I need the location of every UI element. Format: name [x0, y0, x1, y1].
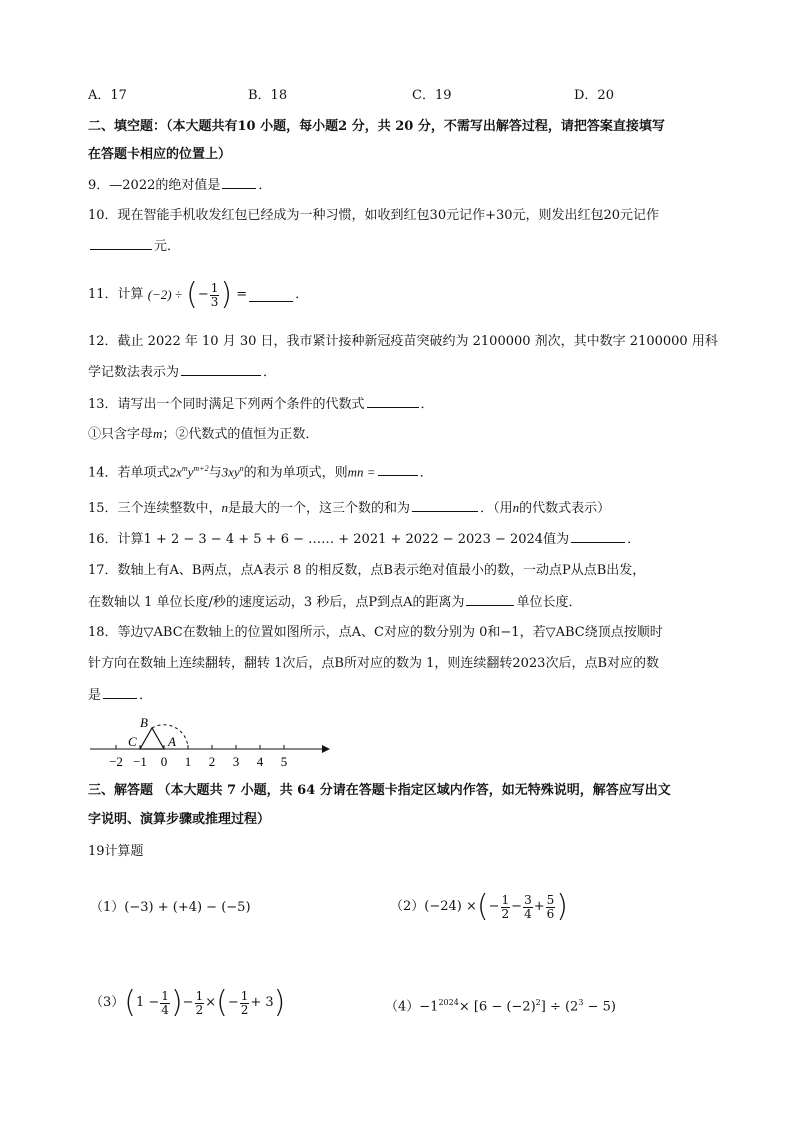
q11-num: 1: [210, 280, 219, 295]
q16-end: ．: [627, 532, 641, 547]
left-paren: (: [124, 985, 136, 1020]
frac-den: 2: [240, 1002, 249, 1017]
q18-answer-blank[interactable]: [103, 686, 137, 699]
q15-end: ．（用: [480, 501, 513, 516]
q19-p2-pre: (−24) ×: [424, 899, 477, 914]
frac-den: 2: [195, 1002, 204, 1017]
left-paren: (: [216, 985, 228, 1020]
frac-den: 4: [161, 1002, 169, 1017]
axis-tick-label: 4: [256, 754, 264, 769]
q19-part3: [90, 984, 285, 1023]
q14-exp3: n: [239, 464, 244, 473]
option-c: C．19: [412, 88, 452, 103]
minus-sign: −: [488, 899, 500, 914]
question-9: [88, 176, 271, 195]
section2-heading-line2: 在答题卡相应的位置上）: [88, 147, 232, 162]
question-13-line1: [88, 395, 434, 414]
arrow-icon: [322, 745, 330, 753]
equals-sign: =: [236, 287, 248, 302]
question-12-line2: [88, 363, 276, 382]
q19-p4-a: −1: [419, 999, 439, 1015]
q14-exp1: m: [181, 464, 188, 473]
section3-heading-line2: 字说明、演算步骤或推理过程）: [88, 812, 271, 827]
q9-end: ．: [258, 178, 272, 193]
q19-part1: [90, 899, 251, 917]
q19-p3-times: ×: [205, 995, 217, 1010]
label-c: C: [128, 734, 137, 749]
q9-text: 9．—2022的绝对值是: [88, 178, 221, 193]
right-paren: ): [220, 277, 233, 312]
question-15: [88, 499, 610, 518]
q10-answer-blank[interactable]: [90, 237, 152, 250]
q19-p1-expr: (−3) + (+4) − (−5): [124, 900, 251, 915]
q11-pre: 11．计算: [88, 287, 144, 302]
q15-n2: n: [512, 500, 520, 515]
q19-p3-plus: + 3: [250, 995, 274, 1010]
q19-p3-frac1: [160, 990, 170, 1017]
q19-p4-exp3: 3: [578, 998, 584, 1007]
left-paren: (: [186, 277, 198, 312]
triangle-abc: [140, 728, 164, 749]
q14-answer-blank[interactable]: [378, 463, 418, 476]
question-16: [88, 530, 640, 549]
axis-tick-label: 2: [208, 754, 216, 769]
q14-mid: 与: [208, 465, 222, 481]
q14-term1: 2x: [169, 464, 182, 480]
q13-cond1: ①只含字母: [88, 427, 154, 442]
frac-num: 1: [195, 988, 204, 1003]
q12-answer-blank[interactable]: [181, 363, 261, 376]
q12-end: ．: [263, 365, 277, 380]
q16-pre: 16．计算: [88, 532, 144, 547]
q19-p4-c: ] ÷ (2: [540, 999, 579, 1015]
q14-exp2: m+2: [193, 464, 209, 473]
question-17-line2: [88, 593, 581, 612]
q19-p2-frac2: [523, 894, 533, 921]
q17-line2-end: 单位长度．: [516, 595, 582, 610]
axis-tick-label: 1: [184, 754, 192, 769]
right-paren: ): [556, 889, 568, 924]
q16-post: 值为: [543, 532, 570, 547]
question-11: [88, 278, 308, 313]
question-14: [88, 460, 433, 482]
q19-p3-frac3: [240, 990, 250, 1017]
plus-sign: +: [533, 899, 545, 914]
q19-p2-frac1: [501, 894, 511, 921]
label-a: A: [168, 734, 176, 749]
option-d: D．20: [574, 88, 614, 103]
q11-den: 3: [210, 294, 219, 309]
q19-p3-label: （3）: [90, 995, 125, 1010]
q13-var: m: [153, 426, 163, 441]
axis-tick-label: −1: [133, 754, 147, 769]
question-18-line3: [88, 686, 152, 705]
axis-tick-label: 0: [160, 754, 168, 769]
q14-y: y: [187, 464, 194, 480]
q14-pre: 14．若单项式: [88, 465, 170, 481]
section2-heading-line1: 二、填空题：（本大题共有10 小题，每小题2 分，共 20 分，不需写出解答过程，请把答案直接填写: [88, 119, 665, 134]
q15-pre: 15．三个连续整数中，: [88, 501, 222, 516]
q13-answer-blank[interactable]: [367, 395, 419, 408]
section3-heading-line1: 三、解答题 （本大题共 7 小题，共 64 分请在答题卡指定区域内作答，如无特殊说明，解答应写出文: [88, 783, 671, 798]
q17-line2-text: 在数轴以 1 单位长度/秒的速度运动，3 秒后，点P到点A的距离为: [88, 595, 465, 610]
q18-end: ．: [139, 688, 153, 703]
right-paren: ): [170, 985, 183, 1020]
number-line-figure: [86, 712, 336, 772]
frac-num: 3: [524, 892, 532, 907]
axis-tick-label: −2: [109, 754, 123, 769]
q14-post: 的和为单项式，则: [243, 465, 348, 481]
minus-sign: −: [511, 899, 523, 914]
frac-num: 5: [546, 892, 555, 907]
q14-end: ．: [419, 465, 433, 481]
frac-den: 4: [524, 906, 532, 921]
frac-num: 1: [161, 988, 169, 1003]
frac-den: 2: [501, 906, 510, 921]
q11-fraction: [210, 282, 220, 309]
q13-text: 13．请写出一个同时满足下列两个条件的代数式: [88, 397, 365, 412]
question-10-line2: [88, 237, 180, 256]
question-18-line1: 18．等边▽ABC在数轴上的位置如图所示，点A、C对应的数分别为 0和−1，若▽ABC绕顶点按顺时: [88, 625, 663, 640]
q15-end2: 的代数式表示）: [519, 501, 611, 516]
left-paren: (: [476, 889, 489, 924]
q19-p4-b: × [6 − (−2): [458, 999, 536, 1015]
q11-expr: (−2) ÷: [147, 287, 183, 302]
q9-answer-blank[interactable]: [222, 176, 256, 189]
q19-part4: [385, 994, 616, 1016]
q13-end: ．: [420, 397, 434, 412]
axis-tick-label: 3: [232, 754, 240, 769]
q19-p4-exp: 2024: [438, 998, 459, 1007]
option-b: B．18: [248, 88, 288, 103]
q10-end: 元．: [154, 239, 181, 254]
q19-p1-label: （1）: [90, 900, 125, 915]
q14-term2: 3xy: [221, 464, 240, 480]
q16-answer-blank[interactable]: [571, 530, 625, 543]
question-12-line1: 12．截止 2022 年 10 月 30 日，我市紧计接种新冠疫苗突破约为 2100000 剂次，其中数字 2100000 用科: [88, 334, 718, 349]
q13-cond2: ；②代数式的值恒为正数．: [162, 427, 319, 442]
option-a: A．17: [88, 88, 127, 103]
right-paren: ): [273, 985, 286, 1020]
q19-p4-d: − 5): [583, 999, 616, 1015]
label-b: B: [140, 715, 148, 730]
minus-sign: −: [227, 995, 239, 1010]
q19-p3-a: 1 −: [136, 995, 160, 1010]
q15-n: n: [221, 500, 229, 515]
q19-p3-frac2: [195, 990, 205, 1017]
question-19-title: 19计算题: [88, 844, 144, 859]
question-10-line1: 10．现在智能手机收发红包已经成为一种习惯，如收到红包30元记作+30元，则发出红包20元记作: [88, 208, 660, 223]
q19-p4-exp2: 2: [535, 998, 541, 1007]
q11-end: ．: [295, 287, 309, 302]
q14-mn: mn =: [347, 464, 376, 480]
q17-answer-blank[interactable]: [466, 593, 514, 606]
q19-p4-label: （4）: [385, 999, 420, 1015]
q16-expr: 1 + 2 − 3 − 4 + 5 + 6 − …… + 2021 + 2022 − 2023 − 2024: [143, 532, 544, 547]
q15-answer-blank[interactable]: [412, 499, 478, 512]
question-18-line2: 针方向在数轴上连续翻转，翻转 1次后，点B所对应的数为 1，则连续翻转2023次后，点B对应的数: [88, 656, 659, 671]
q19-p3-minus: −: [182, 995, 194, 1010]
q19-p2-frac3: [546, 894, 556, 921]
axis-tick-label: 5: [280, 754, 288, 769]
q19-p2-label: （2）: [390, 899, 425, 914]
frac-den: 6: [546, 906, 555, 921]
q19-part2: [390, 888, 568, 927]
q15-post: 是最大的一个，这三个数的和为: [228, 501, 411, 516]
frac-num: 1: [240, 988, 249, 1003]
q12-line2-text: 学记数法表示为: [88, 365, 180, 380]
question-17-line1: 17．数轴上有A、B两点，点A表示 8 的相反数，点B表示绝对值最小的数，一动点P从点B出发，: [88, 563, 646, 578]
q11-answer-blank[interactable]: [249, 289, 293, 302]
frac-num: 1: [501, 892, 510, 907]
minus-sign: −: [197, 287, 209, 302]
q18-line3-text: 是: [88, 688, 102, 703]
question-13-line2: [88, 425, 318, 444]
